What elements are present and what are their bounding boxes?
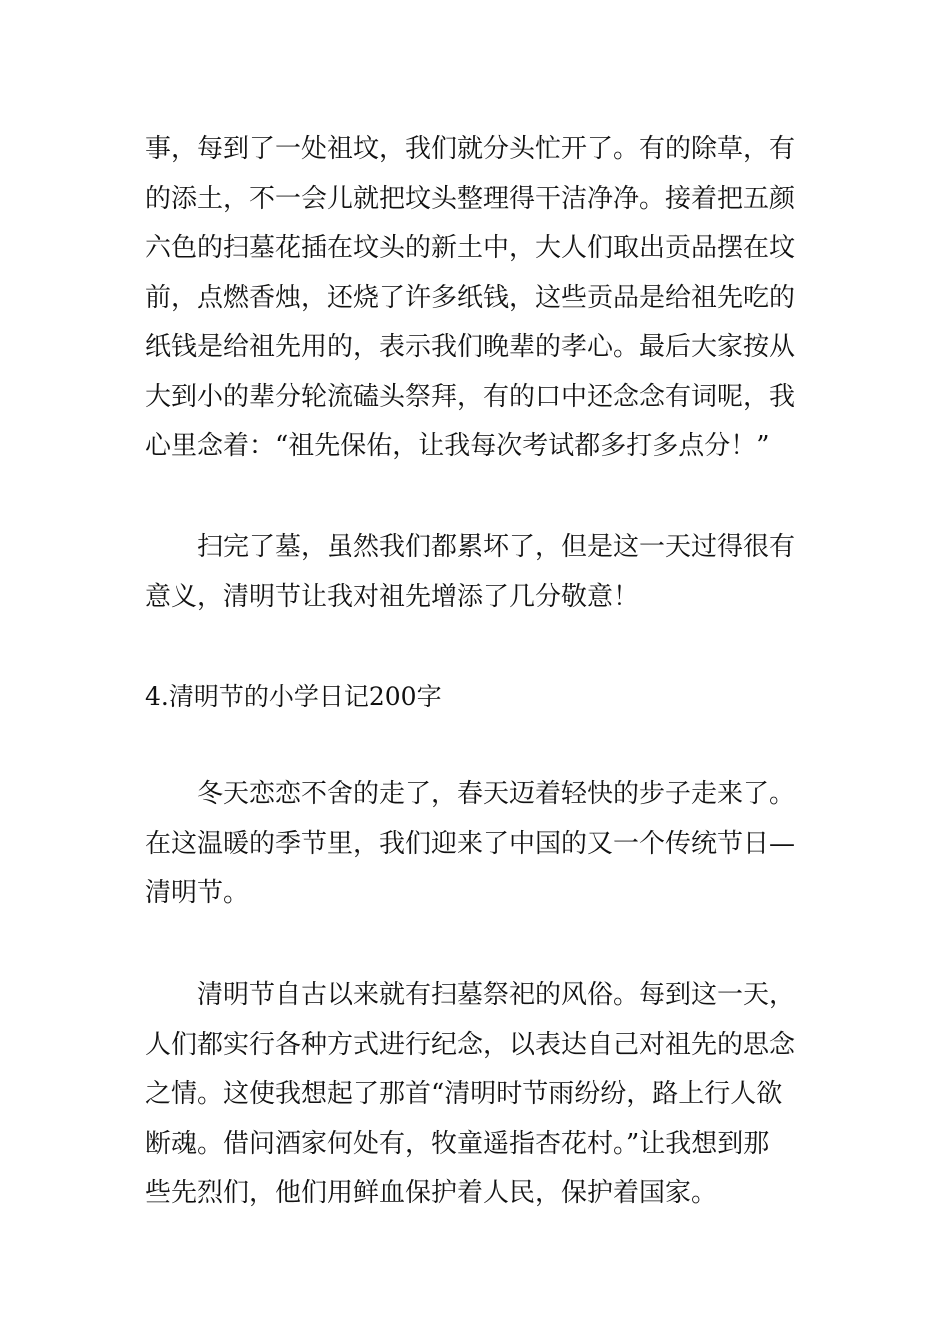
text-line: 的添土，不一会儿就把坟头整理得干洁净净。接着把五颜	[145, 183, 796, 214]
text-line: 之情。这使我想起了那首“清明时节雨纷纷，路上行人欲	[145, 1079, 783, 1109]
text-line: 前，点燃香烛，还烧了许多纸钱，这些贡品是给祖先吃的	[145, 282, 796, 313]
text-line: 纸钱是给祖先用的，表示我们晚辈的孝心。最后大家按从	[145, 332, 796, 362]
text-line: 人们都实行各种方式进行纪念，以表达自己对祖先的思念	[145, 1029, 796, 1060]
paragraph-2	[145, 523, 810, 622]
text-line: 清明节自古以来就有扫墓祭祀的风俗。每到这一天，	[197, 980, 796, 1010]
text-line: 些先烈们，他们用鲜血保护着人民，保护着国家。	[145, 1178, 718, 1208]
paragraph-3	[145, 770, 810, 919]
paragraph-1	[145, 125, 810, 472]
text-line: 断魂。借问酒家何处有，牧童遥指杏花村。”让我想到那	[145, 1128, 770, 1159]
text-line: 事，每到了一处祖坟，我们就分头忙开了。有的除草，有	[145, 134, 796, 164]
paragraph-4	[145, 971, 810, 1219]
text-line: 六色的扫墓花插在坟头的新土中，大人们取出贡品摆在坟	[145, 233, 796, 263]
text-line: 冬天恋恋不舍的走了，春天迈着轻快的步子走来了。	[197, 779, 796, 809]
text-line: 心里念着：“祖先保佑，让我每次考试都多打多点分！”	[145, 431, 770, 461]
text-line: 扫完了墓，虽然我们都累坏了，但是这一天过得很有	[197, 532, 796, 562]
text-line: 意义，清明节让我对祖先增添了几分敬意！	[145, 581, 640, 612]
text-line: 大到小的辈分轮流磕头祭拜，有的口中还念念有词呢，我	[145, 381, 796, 412]
text-line: 在这温暖的季节里，我们迎来了中国的又一个传统节日—	[145, 828, 796, 859]
section-heading: 4.清明节的小学日记200字	[145, 682, 442, 711]
text-line: 清明节。	[145, 878, 250, 908]
